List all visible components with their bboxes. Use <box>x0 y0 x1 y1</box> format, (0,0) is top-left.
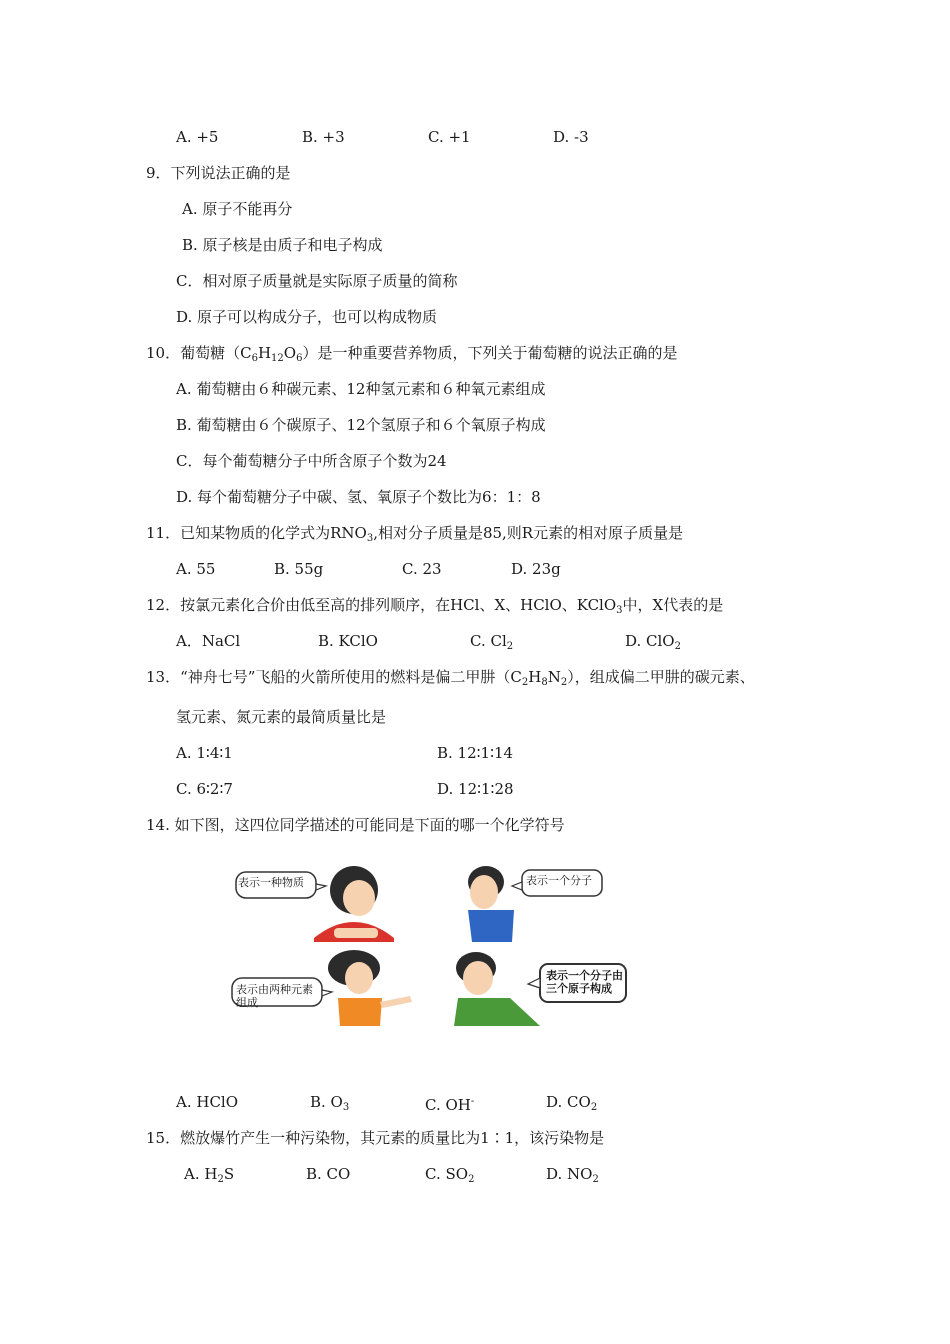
bubble-text-2: 表示一个分子 <box>526 874 592 887</box>
q11-option-a: A. 55 <box>176 560 216 578</box>
q8-option-a: A. +5 <box>176 128 219 146</box>
bubble-text-4: 表示一个分子由三个原子构成 <box>546 969 623 995</box>
q15-stem: 15．燃放爆竹产生一种污染物，其元素的质量比为1∶1，该污染物是 <box>146 1129 605 1147</box>
q15-option-a: A. $H_2S$ <box>184 1165 235 1185</box>
bubble-text-1: 表示一种物质 <box>238 876 304 889</box>
q9-option-a: A. 原子不能再分 <box>182 200 293 218</box>
q13-option-c: C. 6∶2∶7 <box>176 780 233 798</box>
q10-option-b: B. 葡萄糖由６个碳原子、12个氢原子和６个氧原子构成 <box>176 416 546 434</box>
q11-option-c: C. 23 <box>402 560 442 578</box>
q15-option-c: C. $SO_2$ <box>425 1165 475 1185</box>
q9-stem: 9．下列说法正确的是 <box>146 164 291 182</box>
q15-option-d: D. $NO_2$ <box>546 1165 599 1185</box>
q10-option-c: C．每个葡萄糖分子中所含原子个数为24 <box>176 452 447 470</box>
q13-stem: 13．“神舟七号”飞船的火箭所使用的燃料是偏二甲肼$(C_2H_8N_2)$，组成偏二甲肼的碳元素、 <box>146 668 755 688</box>
q14-option-a: A. HClO <box>176 1093 239 1111</box>
q9-option-b: B. 原子核是由质子和电子构成 <box>182 236 383 254</box>
q14-option-c: C. OH- <box>425 1096 475 1114</box>
q13-stem-line2: 氢元素、氮元素的最简质量比是 <box>176 708 387 726</box>
q12-option-b: B. KClO <box>318 632 378 650</box>
q10-stem: 10．葡萄糖$(C_6H_{12}O_6)$是一种重要营养物质，下列关于葡萄糖的说法正确的是 <box>146 344 678 364</box>
q8-option-d: D. -3 <box>553 128 589 146</box>
q13-option-a: A. 1∶4∶1 <box>176 744 233 762</box>
q14-option-b: B. $O_3$ <box>310 1093 350 1113</box>
q8-option-c: C. +1 <box>428 128 471 146</box>
q15-option-b: B. CO <box>306 1165 351 1183</box>
q12-option-a: A．NaCl <box>176 632 241 650</box>
q10-option-d: D. 每个葡萄糖分子中碳、氢、氧原子个数比为6：1：8 <box>176 488 541 506</box>
q11-option-b: B. 55g <box>274 560 324 578</box>
q9-option-d: D. 原子可以构成分子，也可以构成物质 <box>176 308 438 326</box>
glucose-formula: $C_6H_{12}O_6$ <box>240 344 303 364</box>
q9-option-c: C．相对原子质量就是实际原子质量的简称 <box>176 272 458 290</box>
q11-stem: 11．已知某物质的化学式为$RNO_3$,相对分子质量是85,则R元素的相对原子质量是 <box>146 524 684 544</box>
bubble-text-3: 表示由两种元素组成 <box>236 983 313 1009</box>
q12-option-d: D. ClO$_2$ <box>625 632 681 652</box>
q14-stem: 14. 如下图，这四位同学描述的可能同是下面的哪一个化学符号 <box>146 816 565 834</box>
q8-option-b: B. +3 <box>302 128 345 146</box>
q12-stem: 12．按氯元素化合价由低至高的排列顺序，在HCl、X、HClO、KClO$_3$中，X代表的是 <box>146 596 724 616</box>
q10-option-a: A. 葡萄糖由６种碳元素、12种氢元素和６种氧元素组成 <box>176 380 546 398</box>
q13-option-d: D. 12∶1∶28 <box>437 780 514 798</box>
q11-option-d: D. 23g <box>511 560 561 578</box>
q13-option-b: B. 12∶1∶14 <box>437 744 514 762</box>
q12-option-c: C. $Cl_2$ <box>470 632 514 652</box>
q14-option-d: D. $CO_2$ <box>546 1093 598 1113</box>
